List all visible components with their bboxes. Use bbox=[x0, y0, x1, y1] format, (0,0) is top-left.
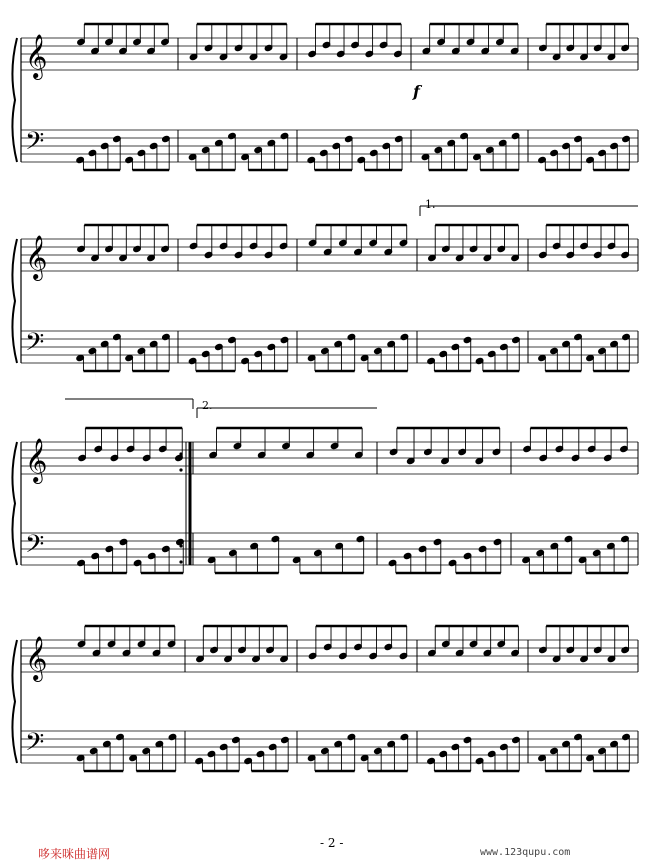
repeat-dot bbox=[179, 468, 182, 471]
bass-clef-icon: 𝄢 bbox=[25, 328, 45, 363]
bass-clef-icon: 𝄢 bbox=[25, 530, 45, 565]
volta-2-label: 2. bbox=[202, 399, 213, 412]
repeat-dot bbox=[179, 452, 182, 455]
repeat-dot bbox=[179, 544, 182, 547]
bass-clef-icon: 𝄢 bbox=[25, 728, 45, 763]
treble-clef-icon: 𝄞 bbox=[25, 438, 48, 482]
treble-clef-icon: 𝄞 bbox=[25, 34, 48, 78]
treble-clef-icon: 𝄞 bbox=[25, 235, 48, 279]
footer-site-name[interactable]: 哆来咪曲谱网 bbox=[38, 847, 111, 861]
footer-url[interactable]: www.123qupu.com bbox=[480, 847, 571, 858]
page-number: - 2 - bbox=[320, 836, 344, 850]
bass-clef-icon: 𝄢 bbox=[25, 127, 45, 162]
treble-clef-icon: 𝄞 bbox=[25, 636, 48, 680]
brace bbox=[12, 442, 17, 565]
brace bbox=[12, 239, 17, 363]
brace bbox=[12, 38, 17, 162]
dynamic-forte: f bbox=[413, 82, 420, 101]
repeat-dot bbox=[179, 560, 182, 563]
brace bbox=[12, 640, 17, 763]
volta-1-label: 1. bbox=[425, 198, 436, 211]
